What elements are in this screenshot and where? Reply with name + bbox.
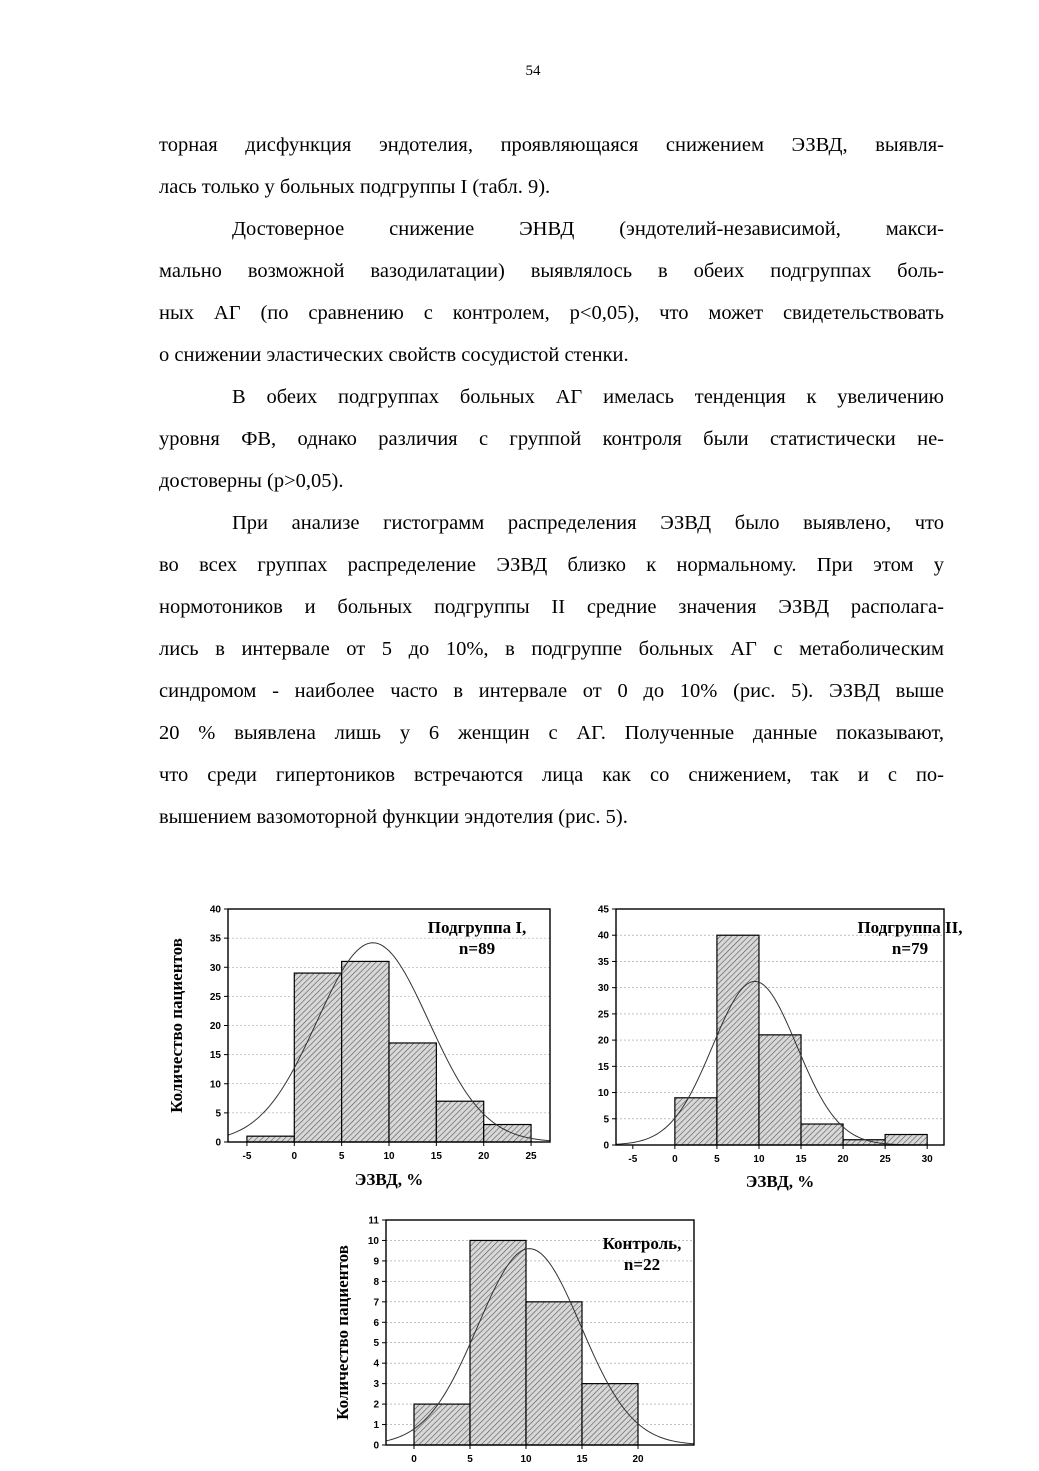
- y-tick-label: 40: [597, 930, 609, 942]
- histogram-bar: [717, 935, 759, 1145]
- x-tick-label: 30: [921, 1154, 933, 1165]
- y-tick-label: 2: [373, 1399, 379, 1411]
- x-tick-label: 15: [576, 1454, 588, 1465]
- group-label: n=79: [891, 939, 929, 958]
- histogram-subgroup-2-svg: [580, 895, 963, 1195]
- y-tick-label: 45: [597, 904, 609, 916]
- y-tick-label: 7: [373, 1297, 379, 1309]
- x-tick-label: 5: [714, 1154, 720, 1165]
- y-tick-label: 40: [209, 904, 221, 916]
- histogram-subgroup-1: [160, 895, 560, 1195]
- paragraph-line: что среди гипертоников встречаются лица как со снижением, так и с по-: [159, 764, 944, 786]
- x-tick-label: -5: [242, 1151, 252, 1162]
- x-tick-label: 10: [753, 1154, 765, 1165]
- histogram-bar: [389, 1043, 436, 1142]
- y-tick-label: 0: [215, 1137, 221, 1149]
- histogram-bar: [526, 1302, 582, 1445]
- paragraph-line: При анализе гистограмм распределения ЭЗВД было выявлено, что: [232, 512, 944, 534]
- histogram-bar: [342, 961, 389, 1142]
- group-label: n=89: [458, 939, 496, 958]
- paragraph-line: лась только у больных подгруппы I (табл. 9).: [159, 176, 551, 198]
- histogram-bar: [247, 1136, 294, 1142]
- paragraph-line: лись в интервале от 5 до 10%, в подгруппе больных АГ с метаболическим: [159, 638, 944, 660]
- histogram-subgroup-2: [580, 895, 963, 1195]
- paragraph-line: 20 % выявлена лишь у 6 женщин с АГ. Полученные данные показывают,: [159, 722, 944, 744]
- y-axis-label: Количество пациентов: [167, 938, 186, 1113]
- x-axis-label: ЭЗВД, %: [354, 1170, 424, 1189]
- group-label: Подгруппа I,: [427, 918, 527, 937]
- y-tick-label: 11: [368, 1215, 379, 1227]
- y-tick-label: 25: [209, 991, 221, 1003]
- group-label: Контроль,: [602, 1234, 682, 1253]
- page-number: 54: [525, 63, 541, 79]
- y-tick-label: 35: [209, 933, 221, 945]
- y-tick-label: 9: [373, 1256, 379, 1268]
- paragraph-line: торная дисфункция эндотелия, проявляющаяся снижением ЭЗВД, выявля-: [159, 134, 944, 156]
- x-tick-label: 25: [525, 1151, 537, 1162]
- paragraph-line: вышением вазомоторной функции эндотелия (рис. 5).: [159, 806, 628, 828]
- x-tick-label: 5: [338, 1151, 345, 1162]
- y-tick-label: 5: [373, 1338, 379, 1350]
- x-tick-label: 20: [478, 1151, 490, 1162]
- y-tick-label: 20: [597, 1035, 609, 1047]
- histogram-control: [330, 1205, 710, 1471]
- y-tick-label: 20: [209, 1021, 221, 1032]
- y-tick-label: 8: [373, 1276, 379, 1288]
- x-tick-label: 10: [520, 1454, 532, 1465]
- paragraph-line: во всех группах распределение ЭЗВД близко к нормальному. При этом у: [159, 554, 944, 576]
- histogram-bar: [885, 1135, 927, 1145]
- histogram-bar: [582, 1384, 638, 1445]
- x-axis-label: ЭЗВД, %: [745, 1172, 815, 1191]
- y-tick-label: 10: [367, 1235, 379, 1247]
- histogram-bar: [759, 1035, 801, 1145]
- y-tick-label: 0: [373, 1440, 379, 1452]
- y-tick-label: 0: [603, 1140, 609, 1152]
- y-tick-label: 15: [597, 1061, 609, 1073]
- paragraph-line: уровня ФВ, однако различия с группой контроля были статистически не-: [159, 428, 944, 450]
- histogram-bar: [484, 1125, 531, 1142]
- paragraph-line: нормотоников и больных подгруппы II средние значения ЭЗВД располага-: [159, 596, 944, 618]
- histogram-bar: [294, 973, 341, 1142]
- paragraph-line: ных АГ (по сравнению с контролем, р<0,05), что может свидетельствовать: [159, 302, 944, 324]
- x-tick-label: 20: [632, 1454, 644, 1465]
- x-tick-label: 5: [467, 1454, 473, 1465]
- group-label: n=22: [623, 1255, 661, 1274]
- y-tick-label: 25: [597, 1009, 609, 1021]
- y-tick-label: 35: [597, 956, 609, 968]
- histogram-bar: [801, 1124, 843, 1145]
- paragraph-line: о снижении эластических свойств сосудистой стенки.: [159, 344, 629, 366]
- paragraph-line: синдромом - наиболее часто в интервале от 0 до 10% (рис. 5). ЭЗВД выше: [159, 680, 944, 702]
- y-tick-label: 3: [373, 1379, 379, 1391]
- y-tick-label: 10: [597, 1088, 609, 1100]
- histogram-bar: [470, 1240, 526, 1445]
- x-tick-label: -5: [628, 1154, 638, 1165]
- x-tick-label: 20: [837, 1154, 849, 1165]
- y-tick-label: 1: [373, 1420, 379, 1432]
- y-tick-label: 6: [373, 1317, 379, 1329]
- y-tick-label: 30: [209, 962, 221, 974]
- body-text: [159, 124, 944, 838]
- y-axis-label: Количество пациентов: [333, 1245, 352, 1420]
- histogram-bar: [436, 1101, 483, 1142]
- y-tick-label: 5: [603, 1114, 609, 1126]
- x-tick-label: 15: [430, 1151, 442, 1162]
- x-tick-label: 10: [383, 1151, 395, 1162]
- histogram-bar: [843, 1140, 885, 1145]
- histogram-bar: [675, 1098, 717, 1145]
- y-tick-label: 30: [597, 983, 609, 995]
- x-tick-label: 15: [795, 1154, 807, 1165]
- y-tick-label: 15: [209, 1050, 221, 1062]
- x-tick-label: 0: [411, 1454, 417, 1465]
- paragraph-line: достоверны (р>0,05).: [159, 470, 344, 492]
- paragraph-line: В обеих подгруппах больных АГ имелась тенденция к увеличению: [232, 386, 944, 408]
- x-tick-label: 0: [291, 1151, 298, 1162]
- x-tick-label: 25: [879, 1154, 891, 1165]
- histogram-bar: [414, 1404, 470, 1445]
- histogram-subgroup-1-svg: [160, 895, 560, 1195]
- y-tick-label: 4: [373, 1358, 379, 1370]
- x-tick-label: 0: [672, 1154, 678, 1165]
- y-tick-label: 10: [209, 1079, 221, 1091]
- paragraph-line: Достоверное снижение ЭНВД (эндотелий-независимой, макси-: [232, 218, 944, 240]
- histogram-control-svg: [330, 1205, 710, 1471]
- paragraph-line: мально возможной вазодилатации) выявлялось в обеих подгруппах боль-: [159, 260, 944, 282]
- y-tick-label: 5: [215, 1108, 221, 1120]
- group-label: Подгруппа II,: [857, 918, 963, 937]
